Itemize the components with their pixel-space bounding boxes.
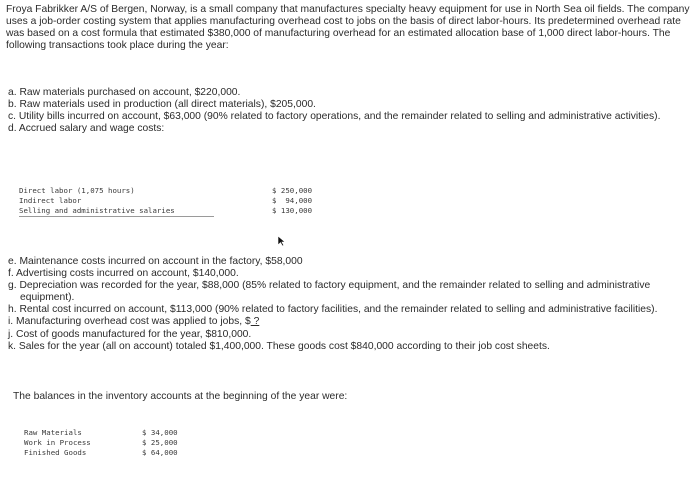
labor-label: Indirect labor bbox=[19, 196, 82, 205]
transaction-e: e. Maintenance costs incurred on account in the factory, $58,000 bbox=[8, 256, 303, 267]
inventory-amount: $ 25,000 bbox=[142, 438, 178, 447]
transaction-d: d. Accrued salary and wage costs: bbox=[8, 123, 165, 135]
labor-amount: $ 130,000 bbox=[272, 206, 313, 215]
labor-label: Direct labor (1,075 hours) bbox=[19, 186, 135, 195]
inventory-amount: $ 34,000 bbox=[142, 428, 178, 437]
inventory-row-finished-goods bbox=[24, 448, 194, 458]
labor-amount: $ 250,000 bbox=[272, 186, 313, 195]
inventory-row-work-in-process bbox=[24, 438, 194, 448]
transaction-j: j. Cost of goods manufactured for the year, $810,000. bbox=[8, 328, 252, 340]
transactions-list-e-to-k bbox=[8, 256, 688, 353]
labor-row-indirect bbox=[19, 196, 329, 206]
transaction-i bbox=[8, 316, 688, 328]
balances-intro: The balances in the inventory accounts at the beginning of the year were: bbox=[13, 391, 348, 402]
labor-amount: $ 94,000 bbox=[272, 196, 313, 205]
transaction-h: h. Rental cost incurred on account, $113,000 (90% related to factory facilities, and the remainder related to selling and administrative facilities). bbox=[8, 304, 658, 316]
labor-row-selling-admin bbox=[19, 206, 329, 216]
applied-overhead-blank: ? bbox=[250, 316, 260, 328]
transaction-k: k. Sales for the year (all on account) totaled $1,400,000. These goods cost $840,000 according to their job cost sheets. bbox=[8, 340, 550, 352]
transactions-list-a-to-d bbox=[8, 87, 688, 135]
labor-label: Selling and administrative salaries bbox=[19, 206, 175, 215]
mouse-cursor-icon bbox=[276, 235, 286, 247]
labor-row-direct bbox=[19, 186, 329, 196]
transaction-b: b. Raw materials used in production (all direct materials), $205,000. bbox=[8, 99, 316, 111]
label-underline bbox=[19, 216, 214, 217]
inventory-label: Work in Process bbox=[24, 438, 91, 447]
inventory-label: Raw Materials bbox=[24, 428, 82, 437]
transaction-a: a. Raw materials purchased on account, $220,000. bbox=[8, 87, 241, 98]
transaction-f: f. Advertising costs incurred on account, $140,000. bbox=[8, 268, 239, 280]
labor-costs-table bbox=[19, 186, 329, 216]
inventory-row-raw-materials bbox=[24, 428, 194, 438]
transaction-c: c. Utility bills incurred on account, $63,000 (90% related to factory operations, and the remainder related to selling and administrative activities). bbox=[8, 111, 661, 123]
transaction-i-text: i. Manufacturing overhead cost was applied to jobs, $ bbox=[8, 316, 251, 328]
transaction-g: g. Depreciation was recorded for the year, $88,000 (85% related to factory equipment, and the remainder related to selling and administrative equipment). bbox=[8, 280, 651, 304]
inventory-label: Finished Goods bbox=[24, 448, 87, 457]
inventory-balances-table bbox=[24, 428, 194, 458]
inventory-amount: $ 64,000 bbox=[142, 448, 178, 457]
intro-paragraph: Froya Fabrikker A/S of Bergen, Norway, is a small company that manufactures specialty heavy equipment for use in North Sea oil fields. The company uses a job-order costing system that applies manufacturing overhead cost to jobs on the basis of direct labor-hours. Its predetermined overhead rate was based on a cost formula that estimated $380,000 of manufacturing overhead for an estimated allocation base of 1,000 direct labor-hours. The following transactions took place during the year: bbox=[6, 4, 690, 52]
